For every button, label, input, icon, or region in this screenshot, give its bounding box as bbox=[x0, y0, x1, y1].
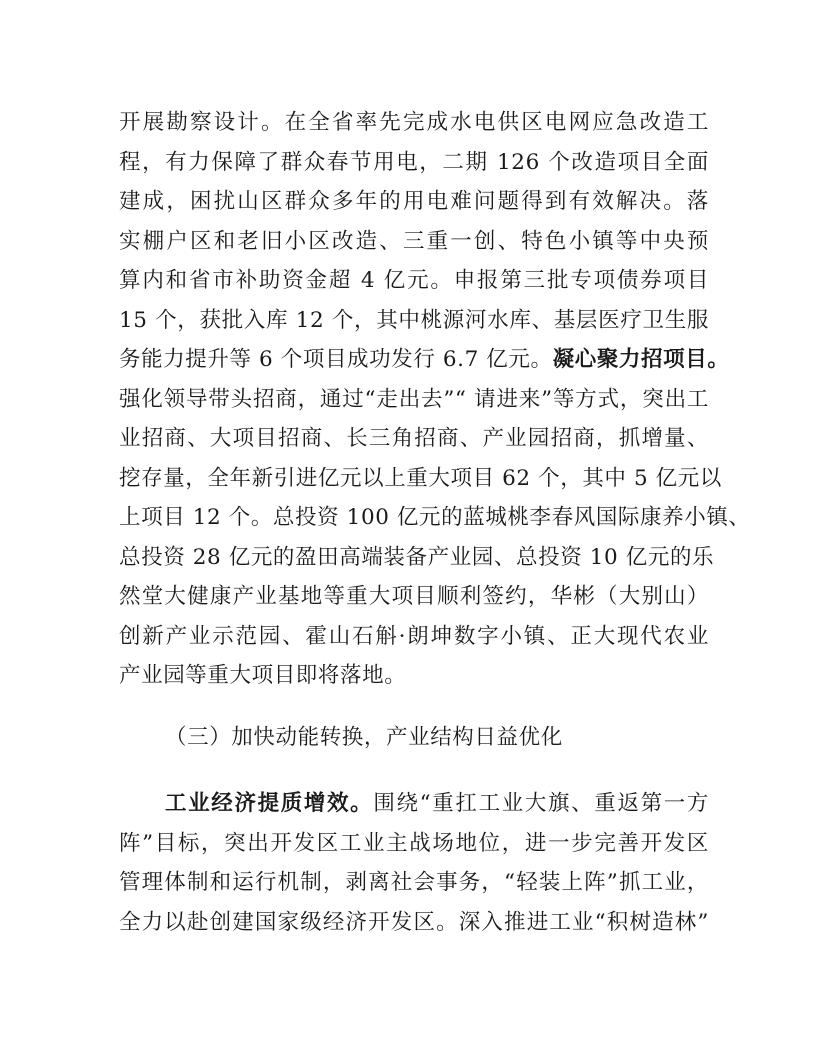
paragraph-line: 实棚户区和老旧小区改造、三重一创、特色小镇等中央预 bbox=[119, 228, 709, 254]
paragraph-line: 全力以赴创建国家级经济开发区。深入推进工业“积树造林” bbox=[119, 909, 709, 935]
paragraph-line: 阵”目标，突出开发区工业主战场地位，进一步完善开发区 bbox=[119, 830, 709, 856]
paragraph-line: 强化领导带头招商，通过“走出去”“ 请进来”等方式，突出工 bbox=[119, 386, 709, 412]
section-heading: （三）加快动能转换，产业结构日益优化 bbox=[165, 725, 563, 750]
paragraph-project-construction bbox=[119, 103, 751, 696]
bold-subheading-investment: 凝心聚力招项目。 bbox=[552, 347, 730, 372]
bold-subheading-industry: 工业经济提质增效。 bbox=[165, 791, 374, 816]
paragraph-line: 总投资 28 亿元的盈田高端装备产业园、总投资 10 亿元的乐 bbox=[119, 544, 715, 570]
paragraph-line: 算内和省市补助资金超 4 亿元。申报第三批专项债券项目 bbox=[119, 268, 709, 293]
paragraph-line: 建成，困扰山区群众多年的用电难问题得到有效解决。落 bbox=[119, 189, 709, 214]
paragraph-industrial-economy bbox=[119, 784, 709, 942]
paragraph-line: 创新产业示范园、霍山石斛·朗坤数字小镇、正大现代农业 bbox=[119, 623, 709, 649]
paragraph-text: 务能力提升等 6 个项目成功发行 6.7 亿元。 bbox=[119, 347, 553, 372]
paragraph-line: 业招商、大项目招商、长三角招商、产业园招商，抓增量、 bbox=[119, 426, 709, 451]
paragraph-text: 围绕“重扛工业大旗、重返第一方 bbox=[373, 791, 710, 816]
paragraph-line: 开展勘察设计。在全省率先完成水电供区电网应急改造工 bbox=[119, 110, 709, 135]
paragraph-line: 然堂大健康产业基地等重大项目顺利签约，华彬（大别山） bbox=[119, 584, 709, 609]
paragraph-line bbox=[119, 340, 730, 380]
paragraph-line: 产业园等重大项目即将落地。 bbox=[119, 663, 407, 688]
paragraph-line: 程，有力保障了群众春节用电，二期 126 个改造项目全面 bbox=[119, 149, 709, 175]
paragraph-line: 上项目 12 个。总投资 100 亿元的蓝城桃李春风国际康养小镇、 bbox=[119, 505, 751, 530]
paragraph-line: 挖存量，全年新引进亿元以上重大项目 62 个，其中 5 亿元以 bbox=[119, 465, 722, 491]
paragraph-line: 15 个，获批入库 12 个，其中桃源河水库、基层医疗卫生服 bbox=[119, 307, 709, 333]
paragraph-line: 管理体制和运行机制，剥离社会事务，“轻装上阵”抓工业， bbox=[119, 870, 709, 895]
paragraph-line bbox=[119, 784, 709, 824]
